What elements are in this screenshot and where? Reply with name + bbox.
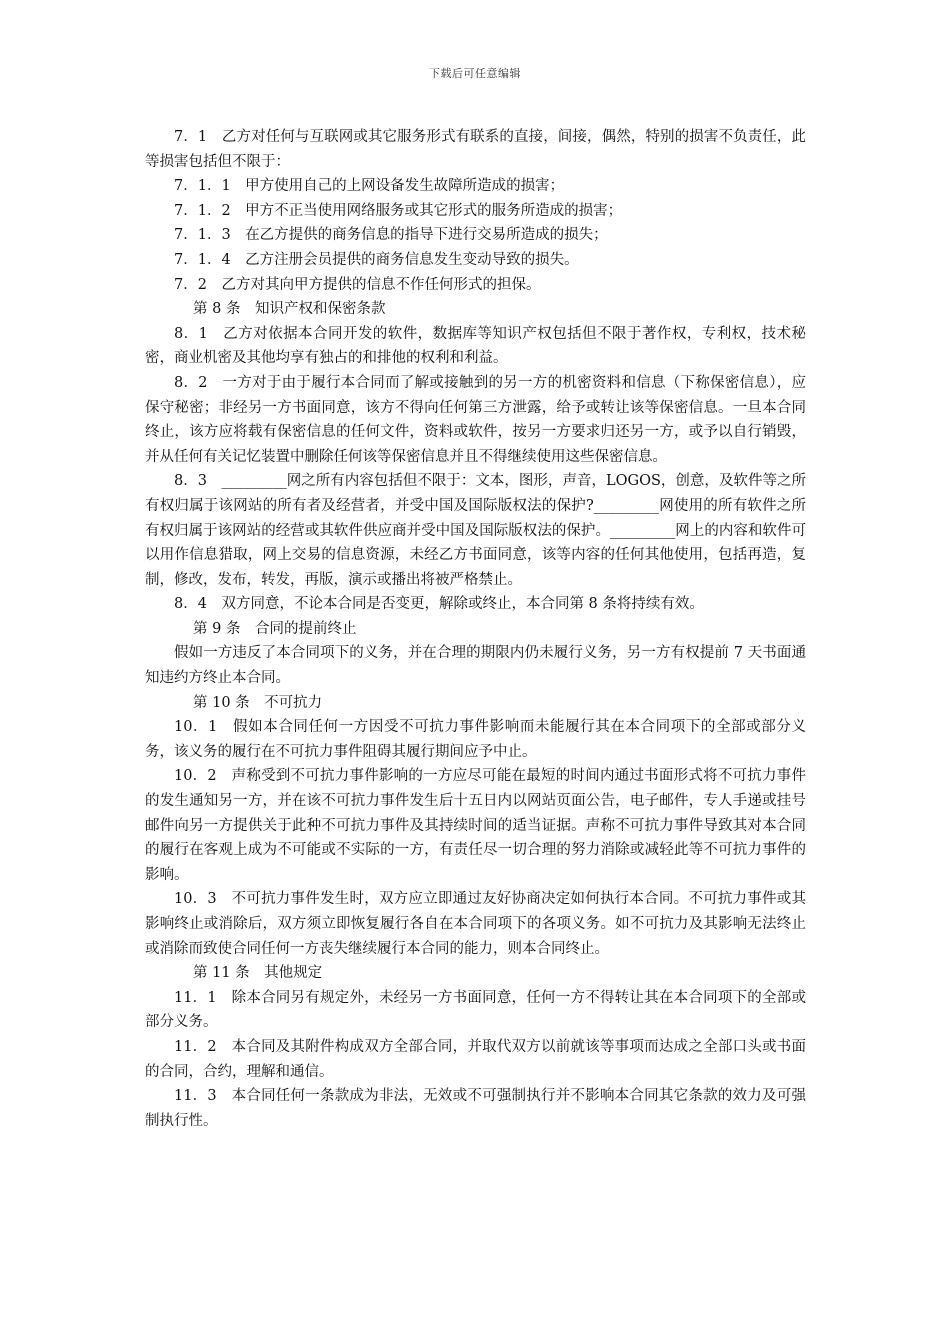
article-11-heading: 第 11 条 其他规定 bbox=[193, 965, 323, 982]
clause-7-1-3: 7．1．3 在乙方提供的商务信息的指导下进行交易所造成的损失； bbox=[174, 227, 608, 244]
clause-8-2: 8．2 一方对于由于履行本合同而了解或接触到的另一方的机密资料和信息（下称保密信息），应保守秘密；非经另一方书面同意，该方不得向任何第三方泄露，给予或转让该等保密信息。一旦本合同终止，该方应将载有保密信息的任何文件，资料或软件，按另一方要求归还另一方，或予以自行销毁，并从任何有关记忆装置中删除任何该等保密信息并且不得继续使用这些保密信息。 bbox=[145, 374, 806, 465]
clause-11-1: 11．1 除本合同另有规定外，未经另一方书面同意，任何一方不得转让其在本合同项下的全部或部分义务。 bbox=[145, 989, 806, 1031]
page-header: 下载后可任意编辑 bbox=[429, 67, 521, 80]
article-10-heading: 第 10 条 不可抗力 bbox=[193, 694, 323, 711]
clause-8-1: 8．1 乙方对依据本合同开发的软件，数据库等知识产权包括但不限于著作权，专利权，技术秘密，商业机密及其他均享有独占的和排他的权利和利益。 bbox=[145, 325, 806, 367]
clause-10-3: 10．3 不可抗力事件发生时，双方应立即通过友好协商决定如何执行本合同。不可抗力事件或其影响终止或消除后，双方须立即恢复履行各自在本合同项下的各项义务。如不可抗力及其影响无法终止或消除而致使合同任何一方丧失继续履行本合同的能力，则本合同终止。 bbox=[145, 891, 806, 957]
clause-7-1-4: 7．1．4 乙方注册会员提供的商务信息发生变动导致的损失。 bbox=[174, 251, 579, 268]
clause-8-4: 8．4 双方同意，不论本合同是否变更，解除或终止，本合同第 8 条将持续有效。 bbox=[174, 596, 704, 613]
clause-11-3: 11．3 本合同任何一条款成为非法，无效或不可强制执行并不影响本合同其它条款的效力及可强制执行性。 bbox=[145, 1088, 806, 1129]
clause-10-2: 10．2 声称受到不可抗力事件影响的一方应尽可能在最短的时间内通过书面形式将不可抗力事件的发生通知另一方，并在该不可抗力事件发生后十五日内以网站页面公告，电子邮件，专人手递或挂号邮件向另一方提供关于此种不可抗力事件及其持续时间的适当证据。声称不可抗力事件导致其对本合同的履行在客观上成为不可能或不实际的一方，有责任尽一切合理的努力消除或减轻此等不可抗力事件的影响。 bbox=[145, 768, 806, 883]
clause-7-1: 7．1 乙方对任何与互联网或其它服务形式有联系的直接，间接，偶然，特别的损害不负责任，此等损害包括但不限于： bbox=[145, 129, 806, 170]
clause-10-1: 10．1 假如本合同任何一方因受不可抗力事件影响而未能履行其在本合同项下的全部或部分义务，该义务的履行在不可抗力事件阻碍其履行期间应予中止。 bbox=[145, 719, 806, 760]
clause-11-2: 11．2 本合同及其附件构成双方全部合同，并取代双方以前就该等事项而达成之全部口头或书面的合同，合约，理解和通信。 bbox=[145, 1038, 806, 1080]
clause-7-1-1: 7．1．1 甲方使用自己的上网设备发生故障所造成的损害； bbox=[174, 178, 565, 195]
article-9-body: 假如一方违反了本合同项下的义务，并在合理的期限内仍未履行义务，另一方有权提前 7 天书面通知违约方终止本合同。 bbox=[145, 645, 806, 687]
clause-7-1-2: 7．1．2 甲方不正当使用网络服务或其它形式的服务所造成的损害； bbox=[174, 202, 623, 219]
clause-8-3: 8．3 _________网之所有内容包括但不限于：文本，图形，声音，LOGOS，创意，及软件等之所有权归属于该网站的所有者及经营者，并受中国及国际版权法的保护?_________网使用的所有软件之所有权归属于该网站的经营或其软件供应商并受中国及国际版权法的保护。_________网上的内容和软件可以用作信息猎取，网上交易的信息资源，未经乙方书面同意，该等内容的任何其他使用，包括再造，复制，修改，发布，转发，再版，演示或播出将被严格禁止。 bbox=[145, 473, 806, 588]
article-8-heading: 第 8 条 知识产权和保密条款 bbox=[193, 301, 386, 318]
clause-7-2: 7．2 乙方对其向甲方提供的信息不作任何形式的担保。 bbox=[174, 276, 541, 293]
document-body bbox=[145, 125, 806, 1133]
article-9-heading: 第 9 条 合同的提前终止 bbox=[193, 620, 357, 637]
